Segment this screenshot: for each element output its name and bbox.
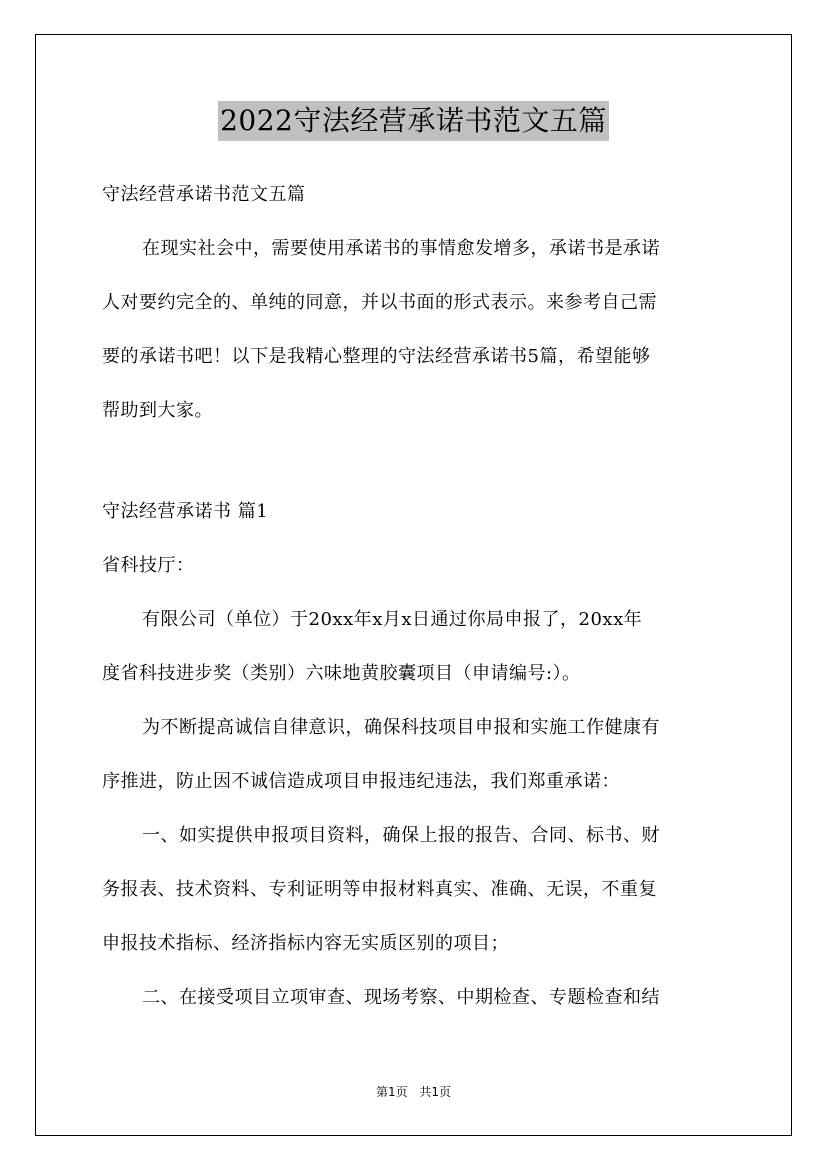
- paragraph-line: 要的承诺书吧！以下是我精心整理的守法经营承诺书5篇，希望能够: [102, 346, 651, 367]
- paragraph-line: 为不断提高诚信自律意识，确保科技项目申报和实施工作健康有: [142, 717, 660, 738]
- paragraph-line: 申报技术指标、经济指标内容无实质区别的项目；: [102, 933, 509, 954]
- paragraph-line: 一、如实提供申报项目资料，确保上报的报告、合同、标书、财: [142, 825, 660, 846]
- page-total: 共1页: [419, 1085, 452, 1099]
- paragraph-4: [102, 978, 728, 1017]
- document-title: 2022守法经营承诺书范文五篇: [218, 101, 609, 141]
- paragraph-line: 有限公司（单位）于20xx年x月x日通过你局申报了，20xx年: [142, 609, 643, 630]
- paragraph-line: 务报表、技术资料、专利证明等申报材料真实、准确、无误，不重复: [102, 879, 657, 900]
- paragraph-line: 在现实社会中，需要使用承诺书的事情愈发增多，承诺书是承诺: [142, 238, 660, 259]
- addressee: 省科技厅：: [102, 555, 195, 576]
- section-heading: 守法经营承诺书 篇1: [102, 501, 269, 522]
- page-footer: [0, 1083, 827, 1101]
- paragraph-line: 人对要约完全的、单纯的同意，并以书面的形式表示。来参考自己需: [102, 292, 657, 313]
- document-body: [102, 175, 728, 1017]
- paragraph-2: [102, 708, 728, 801]
- paragraph-line: 二、在接受项目立项审查、现场考察、中期检查、专题检查和结: [142, 987, 660, 1008]
- title-container: [0, 101, 827, 141]
- intro-paragraph: [102, 229, 728, 430]
- paragraph-1: [102, 600, 728, 693]
- paragraph-line: 序推进，防止因不诚信造成项目申报违纪违法，我们郑重承诺：: [102, 771, 620, 792]
- document-subtitle: 守法经营承诺书范文五篇: [102, 184, 306, 205]
- paragraph-line: 帮助到大家。: [102, 400, 213, 421]
- paragraph-line: 度省科技进步奖（类别）六味地黄胶囊项目（申请编号:）。: [102, 663, 581, 684]
- page-number: 第1页: [375, 1085, 408, 1099]
- paragraph-3: [102, 816, 728, 963]
